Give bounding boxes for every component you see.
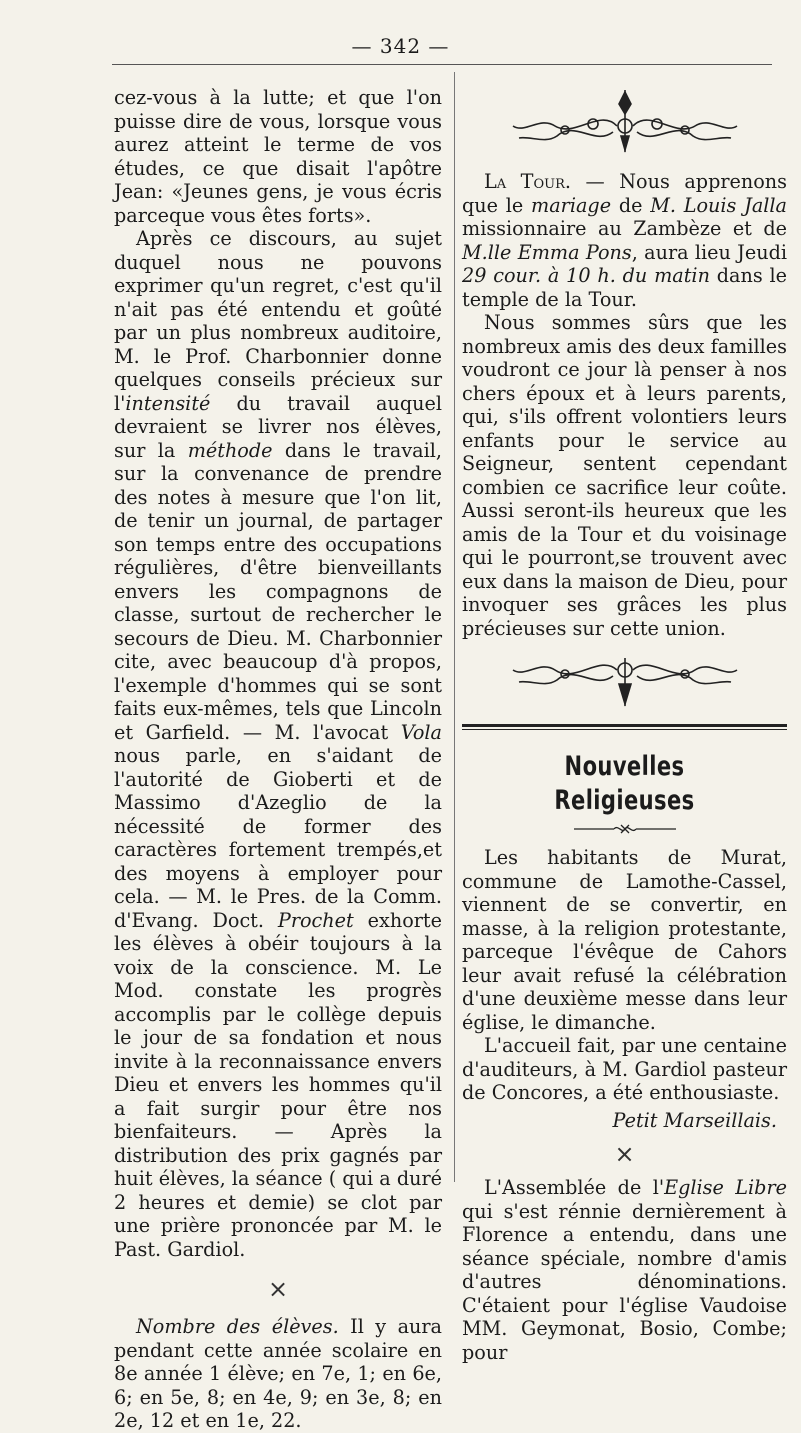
heading-flourish-icon: [570, 822, 680, 836]
text-run: Après ce discours, au sujet duquel nous ne pouvons exprimer qu'un regret, c'est qu'il n'ait pas été entendu et goûté par un plus nombreux auditoire, M. le Prof. Charbonnier donne quelques conseils précieux sur l': [114, 227, 442, 415]
emphasis-vola: Vola: [400, 720, 442, 744]
notice-place: La Tour.: [484, 170, 571, 193]
text-run: , aura lieu Jeudi: [631, 240, 787, 264]
page-number: — 342 —: [351, 34, 450, 58]
emphasis-church: Eglise Libre: [664, 1176, 787, 1199]
text-run: — Nous apprenons que le: [462, 170, 787, 217]
section-heading: Nouvelles Religieuses: [554, 751, 695, 816]
news-florence: [462, 1176, 787, 1364]
text-run: dans le temple de la Tour.: [462, 264, 787, 311]
news-concores: L'accueil fait, par une centaine d'auditeurs, à M. Gardiol pasteur de Concores, a été enthousiaste.: [462, 1034, 787, 1104]
text-run: missionnaire au Zambèze et de: [462, 217, 787, 240]
emphasis-bride: M.lle Emma Pons: [462, 240, 632, 264]
right-column: [462, 86, 787, 1364]
text-run: du travail auquel devraient se livrer nos élèves, sur la: [114, 391, 442, 462]
text-run: L'Assemblée de l': [484, 1176, 665, 1199]
emphasis-date: 29 cour. à 10 h. du matin: [462, 264, 710, 287]
text-run: Il y aura pendant cette année scolaire en 8e année 1 élève; en 7e, 1; en 6e, 6; en 5e, 8; en 4e, 9; en 3e, 8; en 2e, 12 et en 1e, 22.: [114, 1315, 442, 1432]
students-title: Nombre des élèves.: [136, 1315, 339, 1338]
news-source: [462, 1109, 787, 1133]
ornament-top-icon: [505, 86, 745, 156]
paragraph-speeches: [114, 227, 442, 1261]
wedding-notice-continued: Nous sommes sûrs que les nombreux amis des deux familles voudront ce jour là penser à nos chers époux et à leurs parents, qui, s'ils offrent volontiers leurs enfants pour le service au Seigneur, sentent cependant combien ce sacrifice leur coûte. Aussi seront-ils heureux que les amis de la Tour et du voisinage qui le pourront,se trouvent avec eux dans la maison de Dieu, pour invoquer ses grâces les plus précieuses sur cette union.: [462, 311, 787, 640]
news-murat: Les habitants de Murat, commune de Lamothe-Cassel, viennent de se convertir, en masse, à la religion protestante, parceque l'évêque de Cahors leur avait refusé la célébration d'une deuxième messe dans leur église, le dimanche.: [462, 846, 787, 1034]
emphasis-intensite: intensité: [125, 391, 211, 415]
wedding-notice: [462, 170, 787, 311]
paragraph-continued: cez-vous à la lutte; et que l'on puisse dire de vous, lorsque vous aurez atteint le terme de vos études, ce que disait l'apôtre Jean: «Jeunes gens, je vous écris parceque vous êtes forts».: [114, 86, 442, 227]
text-run: dans le travail, sur la convenance de prendre des notes à mesure que l'on lit, de tenir un journal, de partager son temps entre des occupations régulières, d'être bienveillants envers les compagnons de classe, surtout de rechercher le secours de Dieu. M. Charbonnier cite, avec beaucoup d'à propos, l'exemple d'hommes qui se sont faits eux-mêmes, tels que Lincoln et Garfield. — M. l'avocat: [114, 438, 442, 744]
separator-cross: ×: [267, 1275, 289, 1303]
left-column: [114, 86, 442, 1433]
ornament-bottom-icon: [505, 654, 745, 710]
section-rule: [462, 724, 787, 730]
text-run: de: [611, 193, 651, 217]
text-run: qui s'est rénnie dernièrement à Florence a entendu, dans une séance spéciale, nombre d'amis d'autres dénominations. C'étaient pour l'église Vaudoise MM. Geymonat, Bosio, Combe; pour: [462, 1199, 787, 1364]
header-rule: [112, 64, 772, 65]
emphasis-groom: M. Louis Jalla: [650, 193, 787, 217]
separator-cross: ×: [614, 1140, 635, 1168]
text-run: exhorte les élèves à obéir toujours à la voix de la conscience. M. Le Mod. constate les progrès accomplis par le collège depuis le jour de sa fondation et nous invite à la reconnaissance envers Dieu et envers les hommes qu'il a fait surgir pour être nos bienfaiteurs. — Après la distribution des prix gagnés par huit élèves, la séance ( qui a duré 2 heures et demie) se clot par une prière prononcée par M. le Past. Gardiol.: [114, 908, 442, 1261]
source-name: Petit Marseillais.: [612, 1108, 777, 1132]
column-divider: [454, 72, 455, 1182]
emphasis-methode: méthode: [187, 438, 273, 462]
paragraph-students: [114, 1315, 442, 1433]
emphasis-mariage: mariage: [531, 193, 612, 217]
text-run: nous parle, en s'aidant de l'autorité de Gioberti et de Massimo d'Azeglio de la nécessité de former des caractères fortement trempés,et des moyens à employer pour cela. — M. le Pres. de la Comm. d'Evang. Doct.: [114, 744, 442, 932]
emphasis-prochet: Prochet: [277, 908, 354, 932]
